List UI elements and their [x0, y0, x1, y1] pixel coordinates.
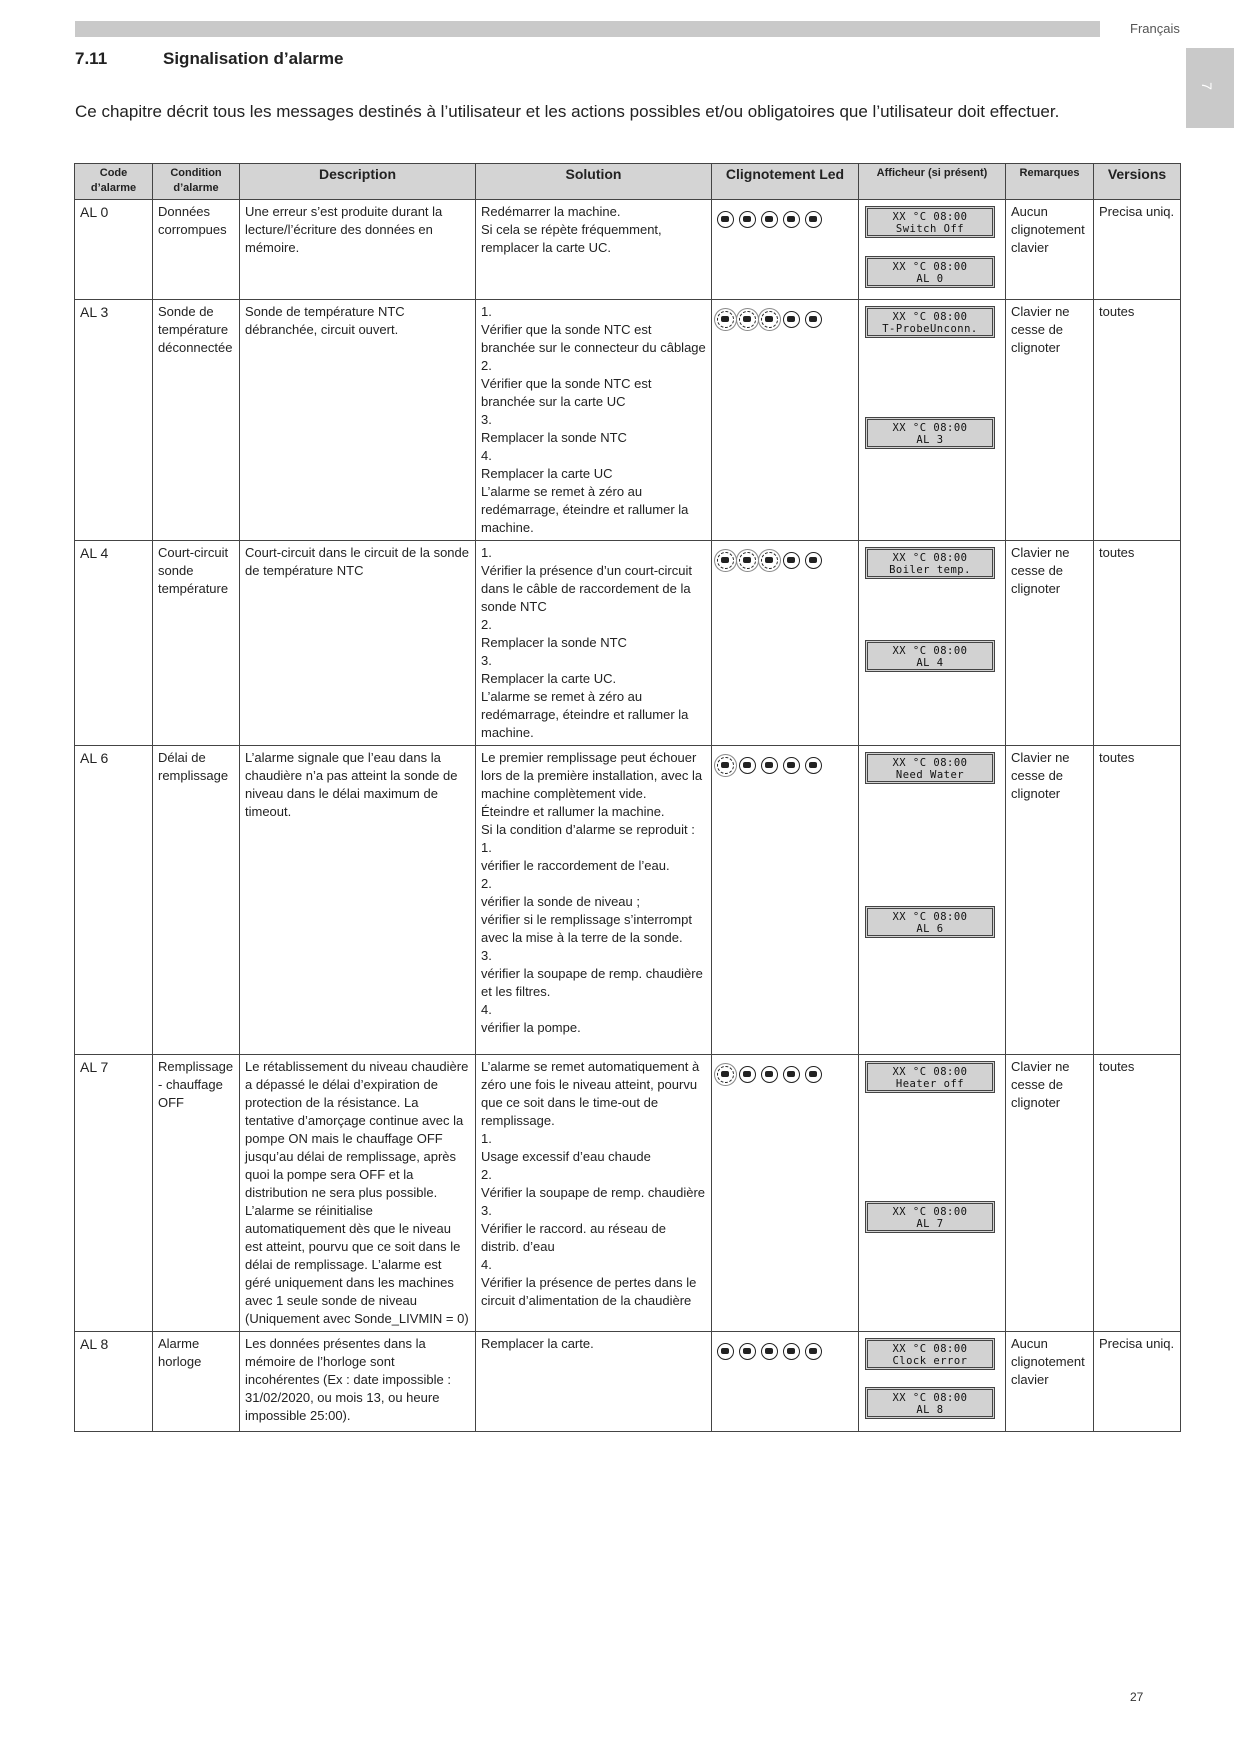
solution-line: Vérifier la présence de pertes dans le circuit d’alimentation de la chaudière [481, 1275, 697, 1308]
blinking-led-icon [717, 311, 734, 328]
alarm-versions: toutes [1094, 1055, 1181, 1332]
header-description: Description [240, 164, 476, 200]
lcd-line-1: XX °C 08:00 [892, 911, 968, 923]
led-icon [761, 211, 778, 228]
alarm-condition: Délai de remplissage [153, 746, 240, 1055]
lcd-display [865, 417, 995, 449]
alarm-remarks: Clavier ne cesse de clignoter [1006, 746, 1094, 1055]
lcd-line-1: XX °C 08:00 [892, 1343, 968, 1355]
lcd-line-2: Switch Off [895, 223, 965, 235]
header-led: Clignotement Led [712, 164, 859, 200]
lcd-display [865, 1387, 995, 1419]
header-bar [75, 21, 1100, 37]
intro-paragraph: Ce chapitre décrit tous les messages destinés à l’utilisateur et les actions possibles et/ou obligatoires que l’utilisateur doit effectuer. [75, 102, 1060, 121]
blinking-led-icon [717, 552, 734, 569]
lcd-line-1: XX °C 08:00 [892, 211, 968, 223]
display-cell [859, 1332, 1006, 1432]
solution-line: Vérifier le raccord. au réseau de distrib. d’eau [481, 1221, 666, 1254]
led-icon [783, 211, 800, 228]
lcd-line-2: AL 6 [916, 923, 944, 935]
led-icon [739, 211, 756, 228]
alarm-code: AL 3 [75, 300, 153, 541]
lcd-line-1: XX °C 08:00 [892, 552, 968, 564]
solution-line: Vérifier la soupape de remp. chaudière [481, 1185, 706, 1200]
led-icon [783, 552, 800, 569]
led-icon [805, 552, 822, 569]
led-icon [739, 757, 756, 774]
led-icon [783, 1066, 800, 1083]
alarm-code: AL 7 [75, 1055, 153, 1332]
header-code: Code d’alarme [75, 164, 153, 200]
lcd-display [865, 206, 995, 238]
solution-line: 1. [481, 1131, 492, 1146]
alarm-versions: toutes [1094, 541, 1181, 746]
alarm-code: AL 6 [75, 746, 153, 1055]
led-icon [761, 757, 778, 774]
solution-line: Le premier remplissage peut échouer lors de la première installation, avec la machine complètement vide. [481, 750, 703, 801]
solution-line: Remplacer la carte UC [481, 466, 613, 481]
solution-line: Si cela se répète fréquemment, remplacer la carte UC. [481, 222, 662, 255]
lcd-display [865, 256, 995, 288]
alarm-description: L’alarme signale que l’eau dans la chaudière n’a pas atteint la sonde de niveau dans le délai maximum de timeout. [240, 746, 476, 1055]
led-indicators [712, 300, 859, 541]
solution-line: 4. [481, 448, 492, 463]
solution-line: Si la condition d’alarme se reproduit : [481, 822, 695, 837]
solution-line: Vérifier que la sonde NTC est branchée sur le connecteur du câblage [481, 322, 706, 355]
solution-line: 4. [481, 1002, 492, 1017]
blinking-led-icon [717, 1066, 734, 1083]
blinking-led-icon [717, 757, 734, 774]
alarm-description: Court-circuit dans le circuit de la sonde de température NTC [240, 541, 476, 746]
lcd-line-2: AL 4 [916, 657, 944, 669]
solution-line: Remplacer la sonde NTC [481, 635, 627, 650]
alarm-solution [476, 300, 712, 541]
alarm-remarks: Clavier ne cesse de clignoter [1006, 541, 1094, 746]
header-display: Afficheur (si présent) [859, 164, 1006, 200]
blinking-led-icon [761, 311, 778, 328]
solution-line: vérifier la pompe. [481, 1020, 581, 1035]
led-icon [805, 1343, 822, 1360]
alarm-versions: toutes [1094, 300, 1181, 541]
page-number: 27 [1130, 1690, 1144, 1704]
blinking-led-icon [739, 552, 756, 569]
led-icon [783, 757, 800, 774]
alarm-code: AL 8 [75, 1332, 153, 1432]
solution-line: Redémarrer la machine. [481, 204, 621, 219]
lcd-line-1: XX °C 08:00 [892, 1066, 968, 1078]
alarm-code: AL 4 [75, 541, 153, 746]
lcd-line-2: T-ProbeUnconn. [882, 323, 978, 335]
display-cell [859, 1055, 1006, 1332]
table-row [75, 200, 1181, 300]
led-icon [739, 1343, 756, 1360]
solution-line: Vérifier la présence d’un court-circuit dans le câble de raccordement de la sonde NTC [481, 563, 692, 614]
display-cell [859, 746, 1006, 1055]
solution-line: L’alarme se remet automatiquement à zéro une fois le niveau atteint, pourvu que ce soit dans le time-out de remplissage. [481, 1059, 700, 1128]
lcd-display [865, 1061, 995, 1093]
display-cell [859, 200, 1006, 300]
alarm-remarks: Clavier ne cesse de clignoter [1006, 300, 1094, 541]
alarm-description: Sonde de température NTC débranchée, circuit ouvert. [240, 300, 476, 541]
table-header-row [75, 164, 1181, 200]
led-icon [761, 1343, 778, 1360]
solution-line: L’alarme se remet à zéro au redémarrage, éteindre et rallumer la machine. [481, 484, 689, 535]
chapter-tab-number: 7 [1198, 82, 1215, 90]
header-condition: Condition d’alarme [153, 164, 240, 200]
led-indicators [712, 1332, 859, 1432]
alarm-condition: Données corrompues [153, 200, 240, 300]
solution-line: 2. [481, 1167, 492, 1182]
solution-line: 2. [481, 876, 492, 891]
lcd-line-1: XX °C 08:00 [892, 645, 968, 657]
lcd-display [865, 752, 995, 784]
led-indicators [712, 200, 859, 300]
lcd-line-1: XX °C 08:00 [892, 1392, 968, 1404]
alarm-versions: Precisa uniq. [1094, 200, 1181, 300]
table-row [75, 300, 1181, 541]
solution-line: Remplacer la carte. [481, 1336, 594, 1351]
section-title: Signalisation d’alarme [163, 49, 344, 68]
lcd-display [865, 306, 995, 338]
solution-line: Remplacer la carte UC. [481, 671, 617, 686]
blinking-led-icon [739, 311, 756, 328]
led-icon [805, 1066, 822, 1083]
led-icon [805, 211, 822, 228]
alarm-condition: Sonde de température déconnectée [153, 300, 240, 541]
lcd-line-2: Need Water [895, 769, 965, 781]
solution-line: Usage excessif d’eau chaude [481, 1149, 651, 1164]
alarm-solution [476, 746, 712, 1055]
alarm-remarks: Aucun clignotement clavier [1006, 200, 1094, 300]
lcd-display [865, 547, 995, 579]
solution-line: vérifier le raccordement de l’eau. [481, 858, 670, 873]
alarm-solution [476, 200, 712, 300]
solution-line: Vérifier que la sonde NTC est branchée sur la carte UC [481, 376, 652, 409]
alarm-solution [476, 1332, 712, 1432]
solution-line: 3. [481, 948, 492, 963]
solution-line: vérifier la soupape de remp. chaudière et les filtres. [481, 966, 703, 999]
led-icon [805, 757, 822, 774]
chapter-tab [1186, 48, 1234, 128]
solution-line: 4. [481, 1257, 492, 1272]
lcd-line-2: AL 8 [916, 1404, 944, 1416]
table-row [75, 541, 1181, 746]
solution-line: L’alarme se remet à zéro au redémarrage, éteindre et rallumer la machine. [481, 689, 689, 740]
table-row [75, 1332, 1181, 1432]
alarm-solution [476, 541, 712, 746]
alarm-remarks: Aucun clignotement clavier [1006, 1332, 1094, 1432]
solution-line: vérifier si le remplissage s’interrompt avec la mise à la terre de la sonde. [481, 912, 692, 945]
lcd-display [865, 640, 995, 672]
header-solution: Solution [476, 164, 712, 200]
display-cell [859, 300, 1006, 541]
header-versions: Versions [1094, 164, 1181, 200]
led-indicators [712, 541, 859, 746]
alarm-description: Une erreur s’est produite durant la lecture/l’écriture des données en mémoire. [240, 200, 476, 300]
alarm-versions: toutes [1094, 746, 1181, 1055]
solution-line: 1. [481, 840, 492, 855]
lcd-line-2: AL 3 [916, 434, 944, 446]
header-remarks: Remarques [1006, 164, 1094, 200]
solution-line: vérifier la sonde de niveau ; [481, 894, 640, 909]
led-indicators [712, 746, 859, 1055]
language-label: Français [1130, 21, 1180, 36]
led-icon [805, 311, 822, 328]
display-cell [859, 541, 1006, 746]
lcd-line-1: XX °C 08:00 [892, 311, 968, 323]
led-icon [761, 1066, 778, 1083]
lcd-line-2: AL 7 [916, 1218, 944, 1230]
alarm-versions: Precisa uniq. [1094, 1332, 1181, 1432]
solution-line: 2. [481, 358, 492, 373]
alarm-remarks: Clavier ne cesse de clignoter [1006, 1055, 1094, 1332]
lcd-line-2: Boiler temp. [889, 564, 971, 576]
solution-line: Remplacer la sonde NTC [481, 430, 627, 445]
lcd-line-1: XX °C 08:00 [892, 1206, 968, 1218]
alarm-description: Le rétablissement du niveau chaudière a dépassé le délai d’expiration de protection de la résistance. La tentative d’amorçage continue avec la pompe ON mais le chauffage OFF jusqu’au délai de remplissage, après quoi la pompe sera OFF et la distribution ne sera plus possible. L’alarme se réinitialise automatiquement dès que le niveau est atteint, pourvu que ce soit dans le délai de remplissage. L’alarme est géré uniquement dans les machines avec 1 seule sonde de niveau (Uniquement avec Sonde_LIVMIN = 0) [240, 1055, 476, 1332]
lcd-line-1: XX °C 08:00 [892, 757, 968, 769]
alarm-code: AL 0 [75, 200, 153, 300]
lcd-line-2: Clock error [892, 1355, 968, 1367]
alarm-condition: Alarme horloge [153, 1332, 240, 1432]
lcd-line-2: Heater off [895, 1078, 965, 1090]
alarm-condition: Court-circuit sonde température [153, 541, 240, 746]
led-icon [783, 1343, 800, 1360]
led-icon [783, 311, 800, 328]
lcd-line-2: AL 0 [916, 273, 944, 285]
lcd-display [865, 906, 995, 938]
solution-line: 3. [481, 653, 492, 668]
led-icon [717, 211, 734, 228]
lcd-display [865, 1338, 995, 1370]
lcd-line-1: XX °C 08:00 [892, 261, 968, 273]
led-indicators [712, 1055, 859, 1332]
alarm-solution [476, 1055, 712, 1332]
led-icon [739, 1066, 756, 1083]
solution-line: 1. [481, 545, 492, 560]
table-row [75, 746, 1181, 1055]
lcd-line-1: XX °C 08:00 [892, 422, 968, 434]
solution-line: 1. [481, 304, 492, 319]
solution-line: 3. [481, 1203, 492, 1218]
section-number: 7.11 [75, 49, 108, 68]
alarm-table [74, 163, 1181, 1432]
solution-line: 3. [481, 412, 492, 427]
alarm-condition: Remplissage - chauffage OFF [153, 1055, 240, 1332]
lcd-display [865, 1201, 995, 1233]
solution-line: Éteindre et rallumer la machine. [481, 804, 665, 819]
table-row [75, 1055, 1181, 1332]
solution-line: 2. [481, 617, 492, 632]
led-icon [717, 1343, 734, 1360]
blinking-led-icon [761, 552, 778, 569]
alarm-description: Les données présentes dans la mémoire de l’horloge sont incohérentes (Ex : date impossible : 31/02/2020, ou mois 13, ou heure impossible 25:00). [240, 1332, 476, 1432]
